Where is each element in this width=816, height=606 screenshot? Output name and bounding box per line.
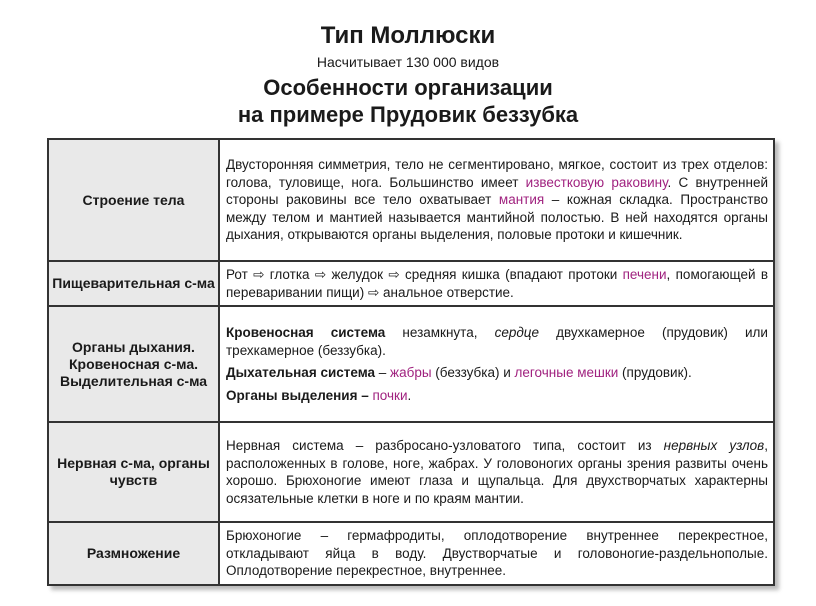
text: Нервная система – разбросано-узловатого типа, состоит из <box>226 438 664 453</box>
highlighted-term: известковую раковину <box>525 174 668 190</box>
row-content-body-structure <box>219 139 774 261</box>
table-row <box>48 139 774 261</box>
text: Рот ⇨ глотка ⇨ желудок ⇨ средняя кишка (впадают протоки <box>226 267 623 282</box>
row-header-organs: Органы дыхания. Кровеносная с-ма. Выделительная с-ма <box>48 306 219 422</box>
row-header-body-structure: Строение тела <box>48 139 219 261</box>
text: – <box>375 365 391 380</box>
bold-term: Дыхательная система <box>226 365 376 380</box>
italic-term: сердце <box>494 325 540 340</box>
row-content-nervous <box>219 422 774 522</box>
heading-line-2: на примере Прудовик беззубка <box>237 102 579 127</box>
highlighted-term: мантия <box>498 192 545 208</box>
text: – <box>357 387 373 403</box>
text: , помогающей в переваривании пищи) ⇨ анальное отверстие. <box>226 267 768 300</box>
highlighted-term: почки <box>372 387 408 403</box>
row-header-digestive: Пищеварительная с-ма <box>48 261 219 306</box>
italic-term: нервных узлов <box>663 438 765 453</box>
bold-term: Кровеносная система <box>226 325 386 340</box>
section-heading <box>0 74 816 128</box>
excretory-paragraph <box>226 387 768 405</box>
bold-term: Органы выделения <box>226 387 358 403</box>
text: . С внутренней стороны раковины все тело охватывает <box>226 174 768 208</box>
highlighted-term: печени <box>622 267 667 282</box>
heading-line-1: Особенности организации <box>263 75 553 100</box>
page-title: Тип Моллюски <box>320 22 496 49</box>
table-row <box>48 306 774 422</box>
highlighted-term: легочные мешки <box>514 365 619 380</box>
table-row <box>48 261 774 306</box>
row-header-reproduction: Размножение <box>48 522 219 585</box>
text: . <box>407 387 412 403</box>
text: (беззубка) и <box>431 365 515 380</box>
circulatory-paragraph <box>226 324 768 359</box>
text: (прудовик). <box>618 365 692 380</box>
row-header-nervous: Нервная с-ма, органы чувств <box>48 422 219 522</box>
text: двухкамерное (прудовик) или трехкамерное (беззубка). <box>226 325 768 358</box>
row-content-organs <box>219 306 774 422</box>
text: , расположенных в голове, ноге, жабрах. У головоногих органы зрения развиты очень хорошо. Брюхоногие имеют глаза и щупальца. Для двухстворчатых характерны осязательные клетки в ноге и по краям мантии. <box>226 438 768 506</box>
text: Двусторонняя симметрия, тело не сегментировано, мягкое, состоит из трех отделов: голова, туловище, нога. Большинство имеет <box>226 157 768 190</box>
row-content-digestive <box>219 261 774 306</box>
table-row <box>48 422 774 522</box>
text: – кожная складка. Пространство между телом и мантией называется мантийной полостью. В ней находятся органы дыхания, открываются органы выделения, половые протоки и кишечник. <box>226 192 768 243</box>
page-subtitle: Насчитывает 130 000 видов <box>316 54 500 70</box>
organization-table <box>47 138 775 586</box>
respiratory-paragraph <box>226 364 768 382</box>
text: Брюхоногие – гермафродиты, оплодотворение внутреннее перекрестное, откладывают яйца в воду. Двустворчатые и головоногие-раздельнополые. Оплодотворение перекрестное, внутреннее. <box>226 528 768 578</box>
table-row <box>48 522 774 585</box>
row-content-reproduction <box>219 522 774 585</box>
highlighted-term: жабры <box>390 365 432 380</box>
text: незамкнута, <box>385 325 495 340</box>
